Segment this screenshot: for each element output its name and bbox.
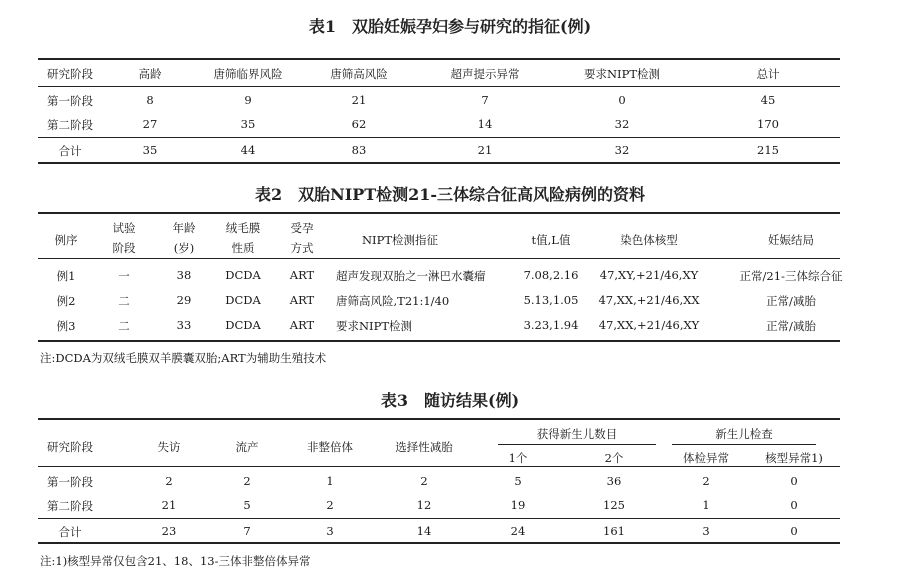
table2-cell: 38 bbox=[176, 268, 192, 282]
table2-cell: ART bbox=[289, 318, 315, 332]
table3-cell: 2 bbox=[420, 474, 428, 488]
table1-total-cell: 35 bbox=[142, 143, 158, 157]
table2-cell: DCDA bbox=[225, 293, 261, 307]
table1-cell: 14 bbox=[477, 117, 493, 131]
table2-cell: 47,XX,+21/46,XY bbox=[598, 318, 700, 332]
table1-cell: 32 bbox=[614, 117, 630, 131]
table2-cell: 二 bbox=[118, 319, 130, 333]
table2-indication-cell: 唐筛高风险,T21:1/40 bbox=[336, 294, 450, 308]
table1-header-cell: 超声提示异常 bbox=[450, 67, 520, 81]
table1-cell: 35 bbox=[240, 117, 256, 131]
table2-indication-cell: 要求NIPT检测 bbox=[336, 319, 413, 333]
table1-cell: 7 bbox=[481, 93, 489, 107]
table2-cell: 正常/减胎 bbox=[766, 319, 816, 333]
table3-cell: 5 bbox=[514, 474, 522, 488]
table1-total-cell: 合计 bbox=[58, 144, 82, 158]
table2-header-cell: 染色体核型 bbox=[620, 233, 678, 247]
table1-caption: 表1 双胎妊娠孕妇参与研究的指征(例) bbox=[308, 17, 592, 36]
table1-header-rule bbox=[38, 86, 840, 87]
table3-header-cell: 失访 bbox=[157, 440, 181, 454]
table2-header-cell: 绒毛膜 bbox=[225, 221, 261, 235]
table3-total-cell: 24 bbox=[510, 524, 526, 538]
table3-cell: 0 bbox=[790, 474, 798, 488]
table2-cell: 正常/21-三体综合征 bbox=[739, 269, 843, 283]
table3-header-rule bbox=[38, 466, 840, 467]
table1-cell: 第二阶段 bbox=[47, 118, 93, 132]
table2-cell: 正常/减胎 bbox=[766, 294, 816, 308]
table3-cell: 2 bbox=[702, 474, 710, 488]
table1-cell: 27 bbox=[142, 117, 158, 131]
table3-newborn-check-rule bbox=[672, 444, 816, 445]
table3-cell: 1 bbox=[702, 498, 710, 512]
table2-cell: 5.13,1.05 bbox=[523, 293, 579, 307]
table2-header-cell: 例序 bbox=[54, 233, 78, 247]
table3-subheader-cell: 1个 bbox=[508, 451, 528, 465]
table3-total-cell: 161 bbox=[603, 524, 625, 538]
table2-bottom-rule bbox=[38, 340, 840, 342]
table1-total-cell: 32 bbox=[614, 143, 630, 157]
table3-cell: 5 bbox=[243, 498, 251, 512]
table3-note: 注:1)核型异常仅包含21、18、13-三体非整倍体异常 bbox=[40, 554, 311, 568]
table3-top-rule bbox=[38, 418, 840, 420]
table1-header-cell: 高龄 bbox=[138, 67, 162, 81]
table2-header-cell: 试验 bbox=[112, 221, 136, 235]
table2-note: 注:DCDA为双绒毛膜双羊膜囊双胎;ART为辅助生殖技术 bbox=[40, 351, 327, 365]
table2-cell: 例2 bbox=[56, 294, 76, 308]
table1-header-cell: 研究阶段 bbox=[47, 67, 93, 81]
table1-cell: 第一阶段 bbox=[47, 94, 93, 108]
table2-cell: 3.23,1.94 bbox=[523, 318, 579, 332]
table2-header-cell: t值,L值 bbox=[531, 233, 571, 247]
table2-header-cell: 受孕 bbox=[290, 221, 314, 235]
table3-cell: 2 bbox=[326, 498, 334, 512]
table1-total-rule bbox=[38, 137, 840, 138]
table3-cell: 2 bbox=[243, 474, 251, 488]
table3-cell: 21 bbox=[161, 498, 177, 512]
table3-total-cell: 7 bbox=[243, 524, 251, 538]
table3-cell: 19 bbox=[510, 498, 526, 512]
table2-header-cell: NIPT检测指征 bbox=[361, 233, 438, 247]
table1-total-cell: 215 bbox=[757, 143, 779, 157]
table2-header-rule bbox=[38, 258, 840, 259]
table3-group-header: 获得新生儿数目 bbox=[536, 427, 618, 441]
table2-cell: 47,XY,+21/46,XY bbox=[599, 268, 699, 282]
table2-cell: DCDA bbox=[225, 318, 261, 332]
table3-header-cell: 流产 bbox=[235, 440, 259, 454]
table3-total-cell: 23 bbox=[161, 524, 177, 538]
table1-cell: 45 bbox=[760, 93, 776, 107]
table1-header-cell: 唐筛临界风险 bbox=[213, 67, 283, 81]
table2-cell: ART bbox=[289, 268, 315, 282]
table2-header-cell: 性质 bbox=[231, 241, 255, 255]
table2-cell: 例3 bbox=[56, 319, 76, 333]
table3-group-header: 新生儿检查 bbox=[715, 427, 773, 441]
table2-header-cell: 年龄 bbox=[172, 221, 196, 235]
table3-total-cell: 3 bbox=[326, 524, 334, 538]
table2-top-rule bbox=[38, 212, 840, 214]
table1-cell: 62 bbox=[351, 117, 367, 131]
table2-indication-cell: 超声发现双胎之一淋巴水囊瘤 bbox=[336, 269, 486, 283]
table2-cell: ART bbox=[289, 293, 315, 307]
table3-newborn-count-rule bbox=[498, 444, 656, 445]
table3-cell: 12 bbox=[416, 498, 432, 512]
table2-cell: 一 bbox=[118, 269, 130, 283]
table3-cell: 125 bbox=[603, 498, 625, 512]
table1-cell: 9 bbox=[244, 93, 252, 107]
table3-cell: 0 bbox=[790, 498, 798, 512]
table2-cell: 例1 bbox=[56, 269, 76, 283]
table1-cell: 8 bbox=[146, 93, 154, 107]
table2-header-cell: 妊娠结局 bbox=[768, 233, 814, 247]
table2-cell: DCDA bbox=[225, 268, 261, 282]
table3-total-rule bbox=[38, 518, 840, 519]
table1-bottom-rule bbox=[38, 162, 840, 164]
table2-cell: 47,XX,+21/46,XX bbox=[598, 293, 700, 307]
table2-header-cell: 方式 bbox=[290, 241, 314, 255]
table3-header-cell: 非整倍体 bbox=[307, 440, 353, 454]
table2-cell: 7.08,2.16 bbox=[523, 268, 579, 282]
table3-subheader-cell: 核型异常1) bbox=[765, 451, 823, 465]
table3-subheader-cell: 2个 bbox=[604, 451, 624, 465]
table1-top-rule bbox=[38, 58, 840, 60]
table2-cell: 29 bbox=[176, 293, 192, 307]
table1-header-cell: 唐筛高风险 bbox=[330, 67, 388, 81]
table3-total-cell: 合计 bbox=[58, 525, 82, 539]
table3-total-cell: 14 bbox=[416, 524, 432, 538]
table2-header-cell: 阶段 bbox=[112, 241, 136, 255]
table3-cell: 第一阶段 bbox=[47, 475, 93, 489]
table1-cell: 0 bbox=[618, 93, 626, 107]
table3-header-cell: 选择性减胎 bbox=[395, 440, 453, 454]
table1-cell: 21 bbox=[351, 93, 367, 107]
table2-caption: 表2 双胎NIPT检测21-三体综合征高风险病例的资料 bbox=[254, 185, 646, 204]
table1-cell: 170 bbox=[757, 117, 779, 131]
table1-total-cell: 83 bbox=[351, 143, 367, 157]
table2-cell: 33 bbox=[176, 318, 192, 332]
table3-header-cell: 研究阶段 bbox=[47, 440, 93, 454]
table1-total-cell: 44 bbox=[240, 143, 256, 157]
table3-cell: 36 bbox=[606, 474, 622, 488]
table2-cell: 二 bbox=[118, 294, 130, 308]
table3-total-cell: 0 bbox=[790, 524, 798, 538]
table1-header-cell: 总计 bbox=[756, 67, 780, 81]
table3-cell: 第二阶段 bbox=[47, 499, 93, 513]
table3-cell: 2 bbox=[165, 474, 173, 488]
table1-header-cell: 要求NIPT检测 bbox=[583, 67, 660, 81]
table3-caption: 表3 随访结果(例) bbox=[380, 391, 520, 410]
table3-total-cell: 3 bbox=[702, 524, 710, 538]
table1-total-cell: 21 bbox=[477, 143, 493, 157]
table2-header-cell: (岁) bbox=[173, 241, 195, 255]
table3-cell: 1 bbox=[326, 474, 334, 488]
table3-bottom-rule bbox=[38, 542, 840, 544]
table3-subheader-cell: 体检异常 bbox=[683, 451, 729, 465]
